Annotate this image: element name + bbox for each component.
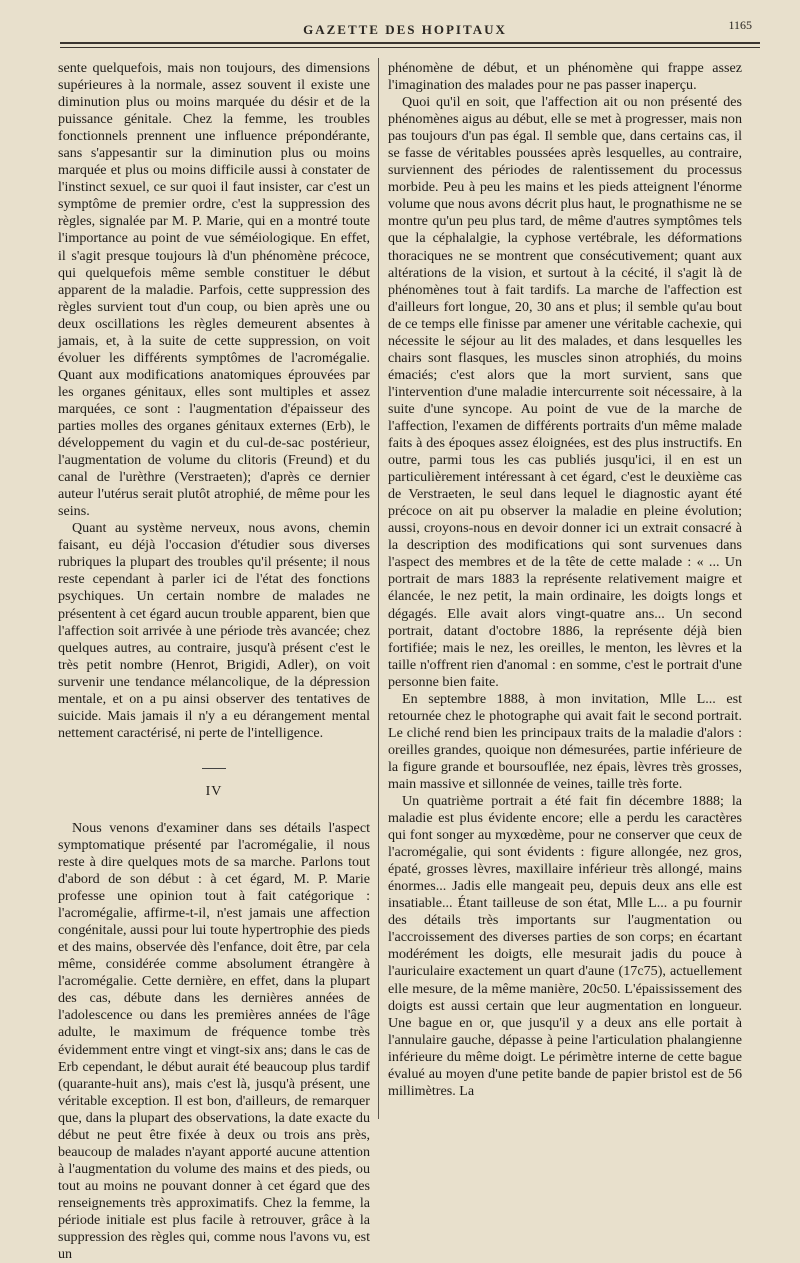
paragraph: sente quelquefois, mais non toujours, des dimensions supérieures à la normale, assez souvent il existe une diminution plus ou moins marquée du désir et de la puissance génitale. Chez la femme, les troubles fonctionnels prennent une influence prépondérante, sans s'appesantir sur la diminution plus ou moins marquée et plus ou moins difficile aussi à constater de l'instinct sexuel, ce sur quoi il faut insister, car c'est un symptôme de premier ordre, c'est la suppression des règles, signalée par M. P. Marie, qui en a montré toute l'importance au point de vue séméiologique. En effet, il s'agit presque toujours là d'un phénomène précoce, qui quelquefois même semble constituer le début apparent de la maladie. Parfois, cette suppression des règles survient tout d'un coup, ou bien après une ou deux oscillations les règles demeurent absentes à jamais, et, à la suite de cette suppression, on voit évoluer les différents symptômes de l'acromégalie. Quant aux modifications anatomiques éprouvées par les organes génitaux, elles sont multiples et assez marquées, ce sont : l'augmentation d'épaisseur des parties molles des organes génitaux externes (Erb), le développement du vagin et du cul-de-sac postérieur, l'augmentation de volume du clitoris (Freund) et du canal de l'urèthre (Verstraeten); d'après ce dernier auteur l'utérus serait plutôt atrophié, de même pour les seins. xyxy=(58,60,370,520)
page-number: 1165 xyxy=(728,18,752,32)
section-heading xyxy=(58,768,370,800)
paragraph: En septembre 1888, à mon invitation, Mlle L... est retournée chez le photographe qui avait fait le second portrait. Le cliché rend bien les principaux traits de la maladie d'alors : oreilles grandes, quoique non démesurées, partie inférieure de la figure grande et boursouflée, nez épais, lèvres très grosses, main massive et sillonnée de veines, taille très forte. xyxy=(388,690,742,792)
header-rule xyxy=(60,42,760,48)
column-divider xyxy=(378,58,379,1119)
journal-title: GAZETTE DES HOPITAUX xyxy=(303,22,507,37)
right-column xyxy=(388,60,742,1121)
section-rule xyxy=(202,768,226,769)
page-header xyxy=(0,14,800,44)
paragraph: Nous venons d'examiner dans ses détails l'aspect symptomatique présenté par l'acromégalie, il nous reste à dire quelques mots de sa marche. Parlons tout d'abord de son début : à cet égard, M. P. Marie professe une opinion tout à fait catégorique : l'acromégalie, affirme-t-il, n'est jamais une affection congénitale, aussi pour lui toute hypertrophie des pieds et des mains, observée dès l'enfance, doit être, par cela même, considérée comme absolument étrangère à l'acromégalie. Cette dernière, en effet, dans la plupart des cas, débute dans les dernières années de l'adolescence ou dans les premières années de l'âge adulte, le maximum de fréquence tombe très évidemment entre vingt et vingt-six ans; dans le cas de Erb cependant, le début aurait été beaucoup plus tardif (quarante-huit ans), mais c'est là, jusqu'à présent, une véritable exception. Il est bon, d'ailleurs, de remarquer que, dans la plupart des observations, la date exacte du début ne peut être fixée à deux ou trois ans près, beaucoup de malades n'ayant apporté aucune attention à l'augmentation du volume des mains et des pieds, ou tout au moins ne pouvant donner à cet égard que des renseignements très approximatifs. Chez la femme, la période initiale est plus facile à retrouver, grâce à la suppression des règles qui, comme nous l'avons vu, est un xyxy=(58,819,370,1263)
paragraph: Quant au système nerveux, nous avons, chemin faisant, eu déjà l'occasion d'étudier sous diverses rubriques la plupart des troubles qu'il présente; il nous reste cependant à parler ici de l'état des fonctions psychiques. Un certain nombre de malades ne présentent à cet égard aucun trouble apparent, bien que l'affection soit arrivée à une période très avancée; chez quelques autres, au contraire, jusqu'à présent c'est le très petit nombre (Henrot, Brigidi, Adler), on voit survenir une tendance mélancolique, de la dépression mentale, et on a pu ainsi observer des tentatives de suicide. Mais jamais il n'y a eu dérangement mental nettement caractérisé, ni perte de l'intelligence. xyxy=(58,520,370,741)
section-number: IV xyxy=(205,783,223,799)
paragraph: Quoi qu'il en soit, que l'affection ait ou non présenté des phénomènes aigus au début, elle se met à progresser, mais non pas toujours d'un pas égal. Il semble que, dans certains cas, il se fasse de véritables poussées après lesquelles, au contraire, surviennent des périodes de ralentissement du processus morbide. Peu à peu les mains et les pieds atteignent l'énorme volume que nous avons décrit plus haut, le prognathisme ne se montre qu'un peu plus tard, de même d'autres symptômes tels que la céphalalgie, la cyphose vertébrale, les déformations thoraciques ne se montrent que consécutivement; quant aux altérations de la vision, et surtout à la cécité, il s'agit là de phénomènes tout à fait tardifs. La marche de l'affection est d'ailleurs fort longue, 20, 30 ans et plus; il semble qu'au bout de ce temps elle finisse par amener une véritable cachexie, qui nécessite le séjour au lit des malades, et dans lesquelles les chairs sont flasques, les muscles sinon atrophiés, du moins émaciés; c'est alors que la mort survient, sans que l'intervention d'une maladie intercurrente soit nécessaire, à la suite d'une syncope. Au point de vue de la marche de l'affection, l'examen de différents portraits d'un même malade faits à des époques assez éloignées, est des plus instructifs. En outre, parmi tous les cas publiés jusqu'ici, il en est un particulièrement intéressant à cet égard, c'est le deuxième cas de Verstraeten, le seul dans lequel le diagnostic ayant été précoce on ait pu observer la maladie en pleine évolution; aussi, croyons-nous en devoir donner ici un extrait consacré à la description des modifications qui sont survenues dans l'aspect des membres et de la tête de cette malade : « ... Un portrait de mars 1883 la représente relativement maigre et élancée, le nez petit, la main ordinaire, les doigts longs et dégagés. Elle avait alors vingt-quatre ans... Un second portrait, datant d'octobre 1886, la représente déjà bien fortifiée; mais le nez, les oreilles, le menton, les lèvres et la taille n'offrent rien d'anomal : en somme, c'est le portrait d'une personne bien faite. xyxy=(388,94,742,690)
paragraph: Un quatrième portrait a été fait fin décembre 1888; la maladie est plus évidente encore; elle a perdu les caractères qui font songer au myxœdème, pour ne conserver que ceux de l'acromégalie, qui sont évidents : figure allongée, nez gros, épaté, grosses lèvres, maxillaire inférieur très allongé, mains énormes... Jadis elle mangeait peu, depuis deux ans elle est insatiable... Étant tailleuse de son état, Mlle L... a pu fournir des détails très importants sur l'augmentation ou l'accroissement des diverses parties de son corps; en écartant modérément les doigts, elle mesurait jadis du pouce à l'auriculaire exactement un quart d'aune (17c75), actuellement elle mesure, de la même manière, 20c50. L'épaississement des doigts est aussi certain que leur augmentation en longueur. Une bague en or, que jusqu'il y a deux ans elle portait à l'annulaire gauche, dépasse à peine l'articulation phalangienne inférieure du même doigt. Le périmètre interne de cette bague évalué au moyen d'une petite bande de papier bristol est de 56 millimètres. La xyxy=(388,793,742,1099)
paragraph: phénomène de début, et un phénomène qui frappe assez l'imagination des malades pour ne pas passer inaperçu. xyxy=(388,60,742,94)
left-column xyxy=(58,60,370,1263)
